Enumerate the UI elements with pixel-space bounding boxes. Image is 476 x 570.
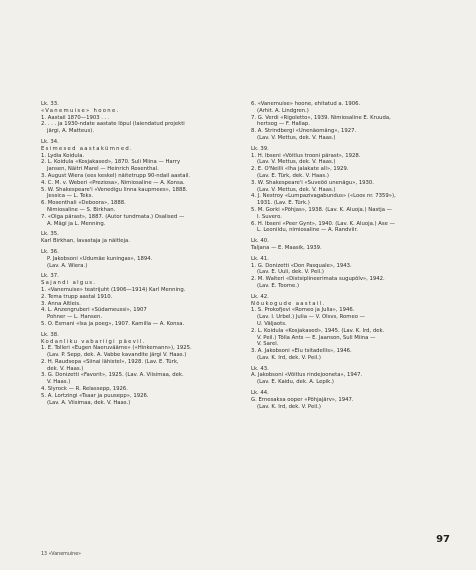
text-line: Lk. 35. xyxy=(41,231,59,238)
section-heading: «Vanemuise» hoone. xyxy=(41,107,120,114)
text-line: Jansen, Näitri Marel — Heinrich Rosenthal. xyxy=(47,166,159,173)
text-line: 3. G. Donizetti «Favorit», 1925. (Lav. A. Viisimaa, dek. xyxy=(41,372,184,379)
text-line: 1. E. Tolleri «Eugen Naeruväärne» («Hinkemann»), 1925. xyxy=(41,345,192,352)
text-line: (Lav. A. Wiera.) xyxy=(47,262,88,269)
text-line: 3. W. Shakespeare'i «Suveöö unenägu», 1930. xyxy=(251,179,374,186)
text-line: 1. H. Ibseni «Võitlus trooni pärast», 1928. xyxy=(251,152,361,159)
text-line: Lk. 36. xyxy=(41,248,59,255)
text-line: 4. J. Nestroy «Lumpazivagabundus» («Loos nr. 7359»), xyxy=(251,193,396,200)
text-line: 1. Lydia Koidula. xyxy=(41,152,85,159)
text-line: 6. «Vanemuise» hoone, ehitatud a. 1906. xyxy=(251,101,361,107)
text-line: 1. G. Donizetti «Don Pasquale», 1943. xyxy=(251,262,352,269)
section-heading: Nõukogude aastail. xyxy=(251,300,326,307)
text-line: 5. W. Shakespeare'i «Venedigu linna kaupmees», 1888. xyxy=(41,186,188,193)
text-line: 2. . . . ja 1930-ndate aastate lõpul (laiendatud projekti xyxy=(41,121,185,128)
text-line: 6. Mosenthali «Deboora», 1888. xyxy=(41,200,126,207)
text-line: (Lav. K. Ird, dek. V. Peil.) xyxy=(257,354,321,361)
text-line: (Lav. V. Mettus, dek. V. Haas.) xyxy=(257,186,336,193)
text-line: 5. O. Esmani «Isa ja poeg», 1907. Kamilla — A. Konsa. xyxy=(41,320,185,327)
text-line: (Lav. E. Uuli, dek. V. Peil.) xyxy=(257,269,324,276)
text-line: 1. S. Prokofjevi «Romeo ja Julia», 1946. xyxy=(251,307,355,314)
text-line: Lk. 42. xyxy=(251,293,269,300)
text-line: A. Mägi ja L. Menning. xyxy=(47,220,106,227)
text-line: Lk. 33. xyxy=(41,101,59,107)
text-line: (Lav. V. Mettus, dek. V. Haas.) xyxy=(257,134,336,141)
text-line: Lk. 38. xyxy=(41,331,59,338)
text-line: (Lav. P. Sepp, dek. A. Vabbe kavandite järgi V. Haas.) xyxy=(47,352,187,359)
text-line: Lk. 41. xyxy=(251,255,269,262)
text-line: (Lav. I. Urbel.) Julia — V. Olsvs, Romeo — xyxy=(257,314,365,321)
text-line: 5. A. Lortzingi «Tsaar ja puusepp», 1926. xyxy=(41,392,149,399)
text-line: L. Leoniidu, nimiosaline — A. Randviir. xyxy=(257,227,358,234)
text-line: U. Väljaots. xyxy=(257,320,287,327)
text-line: P. Jakobsoni «Udumäe kuningas», 1894. xyxy=(47,255,153,262)
text-line: Jessica — L. Teks. xyxy=(47,193,94,200)
text-line: Lk. 44. xyxy=(251,390,269,397)
text-line: Pohner — L. Hansen. xyxy=(47,314,103,321)
text-line: 5. M. Gorki «Põhjas», 1938. (Lav. K. Aluoja.) Nastja — xyxy=(251,206,392,213)
text-line: 4. C. M. v. Weberi «Preziosa», Nimiosaline — A. Konsa. xyxy=(41,179,185,186)
text-line: 7. G. Verdi «Rigoletto», 1939. Nimiosaline E. Kruuda, xyxy=(251,114,391,121)
text-line: Lk. 40. xyxy=(251,238,269,245)
text-line: A. Jakobsoni «Võitlus rindejoonetа», 1947. xyxy=(251,372,363,379)
text-line: 1931. (Lav. E. Türk.) xyxy=(257,200,310,207)
left-column xyxy=(41,101,221,406)
text-line: 3. Anna Altleis. xyxy=(41,300,81,307)
section-heading: Kodanliku vabariigi päevil. xyxy=(41,338,146,345)
text-line: (Lav. V. Mettus, dek. V. Haas.) xyxy=(257,159,336,166)
text-line: V. Peil.) Tõlla Ants — E. Jaanson, Suli Miina — xyxy=(257,334,376,341)
text-line: 1. Aastail 1870—1903 . . . xyxy=(41,114,110,121)
section-heading: Sajandi algus. xyxy=(41,280,97,287)
text-line: I. Suvero. xyxy=(257,213,282,220)
text-line: Lk. 39. xyxy=(251,145,269,152)
text-line: 2. E. O'Neilli «Iha jalakate all», 1929. xyxy=(251,166,349,173)
text-line: 3. August Wiera (ees keskel) näitetrupp 90-ndail aastail. xyxy=(41,172,191,179)
text-line: Nimiosaline — S. Birkhan. xyxy=(47,206,116,213)
text-line: hertsog — F. Hallap. xyxy=(257,121,310,128)
text-line: Lk. 43. xyxy=(251,365,269,372)
text-line: Lk. 34. xyxy=(41,138,59,145)
text-line: 4. L. Anzengruberi «Südameussi», 1907 xyxy=(41,307,147,314)
text-line: (Arhit. A. Lindgren.) xyxy=(257,107,309,114)
text-line: 2. L. Koidula «Kosjakased», 1945. (Lav. K. Ird, dek. xyxy=(251,327,385,334)
page-number: 97 xyxy=(436,534,450,545)
text-line: järgi, A. Matteus). xyxy=(47,128,94,135)
text-line: V. Sarel. xyxy=(257,341,279,348)
text-line: 6. H. Ibseni «Peer Gynt», 1940. (Lav. K. Aluoja.) Ase — xyxy=(251,220,395,227)
text-line: dek. V. Haas.) xyxy=(47,365,84,372)
text-line: V. Haas.) xyxy=(47,379,71,386)
text-line: 8. A. Strindbergi «Unenäomäng», 1927. xyxy=(251,128,357,135)
text-line: (Lav. E. Türk, dek. V. Haas.) xyxy=(257,172,329,179)
text-line: (Lav. E. Kaidu, dek. A. Lepik.) xyxy=(257,379,334,386)
text-line: Lk. 37. xyxy=(41,273,59,280)
text-line: (Lav. E. Toome.) xyxy=(257,282,300,289)
text-line: (Lav. A. Viisimaa, dek. V. Haas.) xyxy=(47,399,131,406)
section-heading: Esimesed aastakümned. xyxy=(41,145,134,152)
right-column xyxy=(251,101,426,410)
text-line: 2. L. Koidula «Kosjakased», 1870. Suli Miina — Harry xyxy=(41,159,181,166)
text-line: 2. M. Walteri «Distsiplineerimata sugupõlv», 1942. xyxy=(251,276,385,283)
text-line: 4. Slyrock — R. Relassepp, 1926. xyxy=(41,386,128,393)
signature-mark: 13 «Vanemuine» xyxy=(41,552,82,557)
text-line: (Lav. K. Ird, dek. V. Peil.) xyxy=(257,403,321,410)
text-line: G. Ernesaksa ooper «Põhjajärv», 1947. xyxy=(251,396,354,403)
text-line: 1. «Vanemuise» teatrijuht (1906—1914) Karl Menning. xyxy=(41,286,186,293)
text-line: 2. H. Raudsepa «Siinai lähistel», 1928. (Lav. E. Türk, xyxy=(41,358,179,365)
text-line: 7. «Olga pärast», 1887. (Autor tundmata.) Osalised — xyxy=(41,213,185,220)
text-line: 2. Tema trupp aastal 1910. xyxy=(41,293,113,300)
text-line: 3. A. Jakobsoni «Elu tsitadellis», 1946. xyxy=(251,348,352,355)
text-line: Taljana — E. Maasik, 1939. xyxy=(251,244,322,251)
text-line: Karl Birkhan, lavastaja ja näitleja. xyxy=(41,238,130,245)
